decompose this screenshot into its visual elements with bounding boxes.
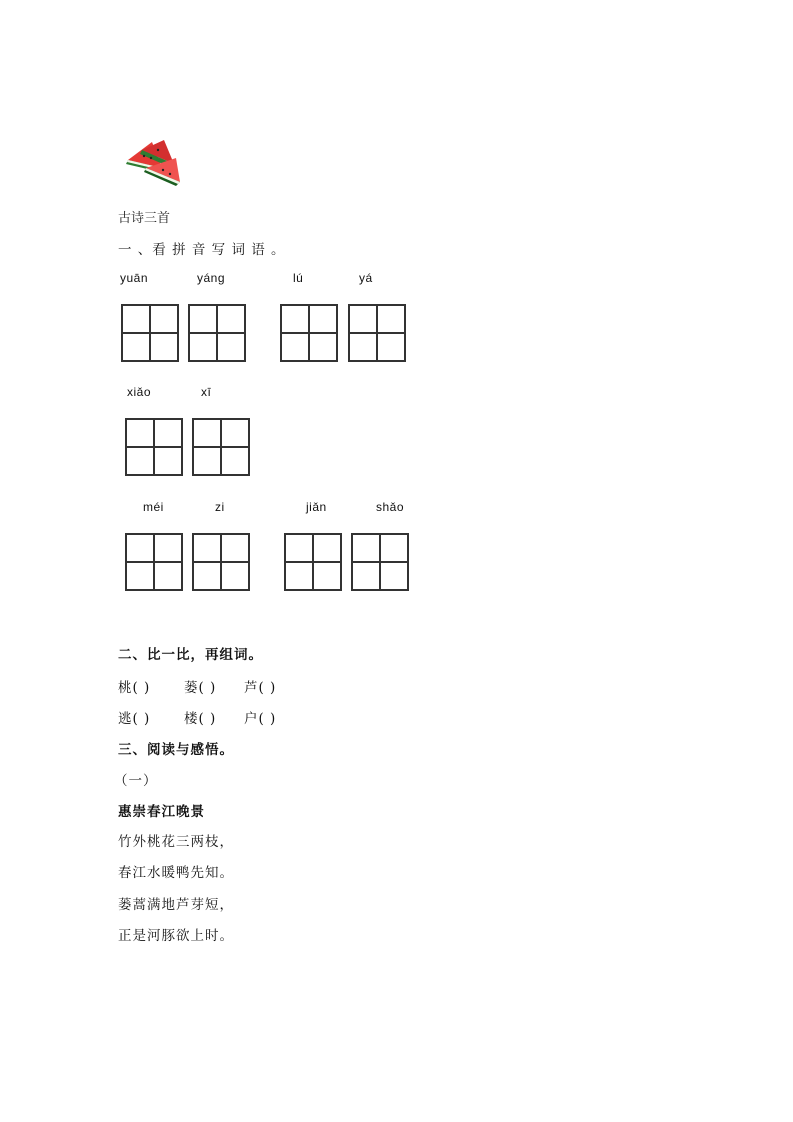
tianzige-box[interactable] bbox=[192, 418, 250, 476]
tianzige-box[interactable] bbox=[348, 304, 406, 362]
compare-item: 桃( ) bbox=[118, 680, 151, 696]
poem-line: 春江水暖鸭先知。 bbox=[118, 865, 234, 881]
pinyin-zi: zi bbox=[215, 500, 225, 514]
pinyin-yuan: yuān bbox=[120, 271, 149, 285]
tianzige-box[interactable] bbox=[125, 533, 183, 591]
poem-line: 蒌蒿满地芦芽短， bbox=[118, 897, 234, 913]
pinyin-shao: shǎo bbox=[376, 500, 405, 514]
tianzige-box[interactable] bbox=[121, 304, 179, 362]
compare-item: 户( ) bbox=[244, 711, 277, 727]
compare-item: 楼( ) bbox=[184, 711, 217, 727]
pinyin-jian: jiǎn bbox=[306, 500, 327, 514]
pinyin-xi: xī bbox=[201, 385, 212, 399]
compare-item: 芦( ) bbox=[244, 680, 277, 696]
section1-heading: 一 、看 拼 音 写 词 语 。 bbox=[118, 242, 286, 258]
poem-title: 惠崇春江晚景 bbox=[118, 804, 205, 820]
pinyin-xiao: xiǎo bbox=[127, 385, 152, 399]
compare-item: 逃( ) bbox=[118, 711, 151, 727]
poem-line: 正是河豚欲上时。 bbox=[118, 928, 234, 944]
section2-heading: 二、比一比，再组词。 bbox=[118, 647, 263, 663]
pinyin-ya: yá bbox=[359, 271, 373, 285]
subsection-label: （一） bbox=[114, 773, 158, 789]
tianzige-box[interactable] bbox=[351, 533, 409, 591]
tianzige-box[interactable] bbox=[192, 533, 250, 591]
compare-item: 蒌( ) bbox=[184, 680, 217, 696]
pinyin-mei: méi bbox=[143, 500, 164, 514]
section3-heading: 三、阅读与感悟。 bbox=[118, 742, 234, 758]
pinyin-yang: yáng bbox=[197, 271, 226, 285]
tianzige-box[interactable] bbox=[188, 304, 246, 362]
pinyin-lu: lú bbox=[293, 271, 304, 285]
tianzige-box[interactable] bbox=[284, 533, 342, 591]
tianzige-box[interactable] bbox=[280, 304, 338, 362]
poem-line: 竹外桃花三两枝， bbox=[118, 834, 234, 850]
watermelon-icon bbox=[118, 138, 184, 192]
lesson-title: 古诗三首 bbox=[118, 211, 171, 226]
tianzige-box[interactable] bbox=[125, 418, 183, 476]
